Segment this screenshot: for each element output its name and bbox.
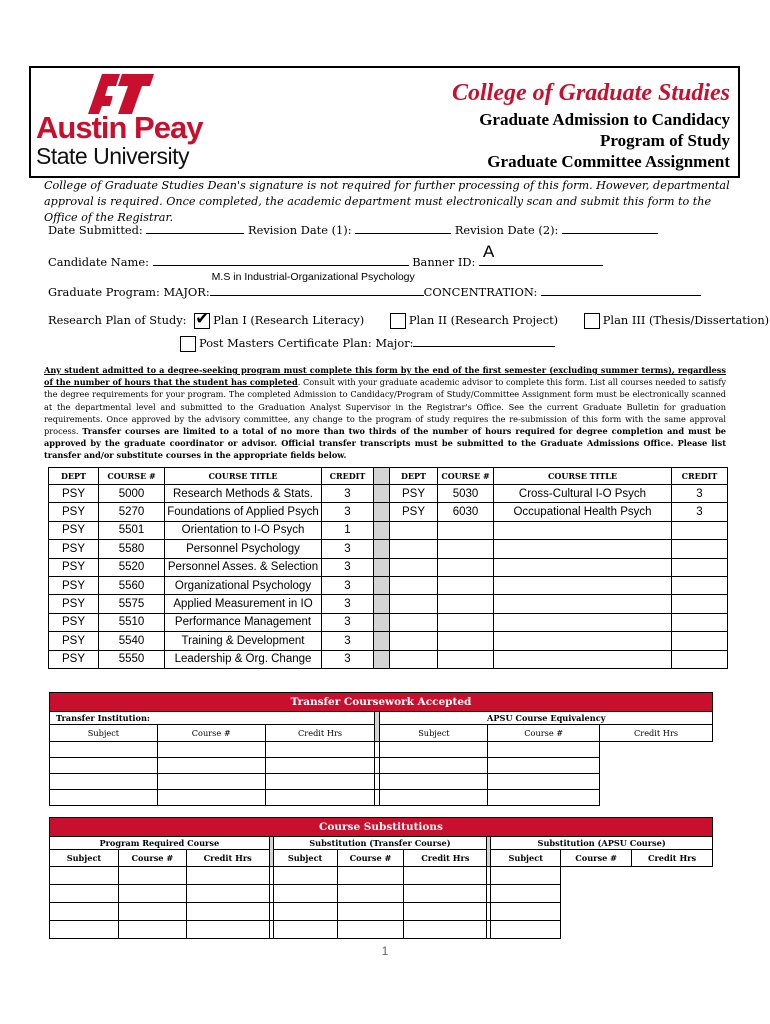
transfer-subject-header: Subject (50, 725, 158, 742)
left-credit-cell[interactable]: 3 (322, 576, 374, 594)
course-row (49, 521, 728, 539)
transfer-subject-cell[interactable] (50, 758, 158, 774)
transfer-subject-cell[interactable] (50, 774, 158, 790)
right-dept-cell[interactable] (390, 650, 438, 668)
subtitle-admission: Graduate Admission to Candidacy (479, 110, 730, 129)
left-course-cell[interactable]: 5520 (99, 558, 165, 576)
transfer-subject-cell[interactable] (50, 790, 158, 806)
date-submitted-label: Date Submitted: (48, 223, 143, 237)
major-input[interactable] (210, 271, 424, 296)
left-title-cell[interactable]: Personnel Psychology (165, 540, 322, 558)
left-credit-cell[interactable]: 3 (322, 613, 374, 631)
right-title-cell[interactable] (494, 595, 672, 613)
instructions-notice (44, 364, 726, 462)
notice-transfer-rules: Transfer courses are limited to a total of no more than two thirds of the number of hours required for degree completion and must be approved by the graduate coordinator or advisor. Official transfer transcripts must be submitted to the Graduate Admissions Office. Please list transfer and/or substitute courses in the appropriate fields below. (44, 426, 727, 461)
page-title: College of Graduate Studies (451, 80, 730, 106)
left-course-cell[interactable]: 5501 (99, 521, 165, 539)
course-row (49, 540, 728, 558)
substitution-table (49, 817, 713, 939)
right-dept-cell[interactable] (390, 521, 438, 539)
notice-body: . Consult with your graduate academic advisor to complete this form. List all courses needed to satisfy the degree requirements for your program. The completed Admission to Candidacy/Program of Study/Committee Assignment form must be electronically scanned at the departmental level and submitted to the Graduation Analyst Supervisor in the Registrar's Office. See the current Graduate Bulletin for graduation requirements. Once approved by the advisory committee, any change to the program of study requires the re-submission of this form with the same approval process. (44, 377, 726, 437)
sub3-credit-cell[interactable] (491, 903, 561, 921)
right-course-cell[interactable] (438, 595, 494, 613)
banner-id-label: Banner ID: (412, 255, 476, 269)
left-dept-cell[interactable]: PSY (49, 485, 99, 503)
transfer-row (50, 774, 713, 790)
post-masters-major-input[interactable] (413, 335, 555, 347)
sub1-course-cell[interactable] (118, 867, 186, 885)
apsu-course-cell[interactable] (380, 742, 488, 758)
left-course-cell[interactable]: 5560 (99, 576, 165, 594)
program-major-label: Graduate Program: MAJOR: (48, 285, 210, 299)
right-course-cell[interactable] (438, 650, 494, 668)
sub3-subject-cell[interactable] (404, 885, 487, 903)
ap-logo-icon (86, 72, 156, 114)
major-value: M.S in Industrial-Organizational Psychology (211, 271, 415, 283)
sub1-course-cell[interactable] (118, 885, 186, 903)
date-row (48, 222, 658, 237)
right-credit-cell[interactable]: 3 (672, 503, 728, 521)
course-row (49, 503, 728, 521)
right-title-cell[interactable] (494, 558, 672, 576)
program-row (48, 271, 701, 299)
candidate-name-input[interactable] (153, 254, 409, 266)
transfer-row (50, 758, 713, 774)
sub3-credit-cell[interactable] (491, 921, 561, 939)
sub2-course-cell[interactable] (273, 867, 337, 885)
right-title-cell[interactable] (494, 540, 672, 558)
logo-state-university: State University (36, 143, 190, 169)
apsu-substitution-group: Substitution (APSU Course) (491, 837, 713, 850)
table-gap (374, 613, 390, 631)
left-dept-cell[interactable]: PSY (49, 503, 99, 521)
banner-id-value: A (482, 242, 495, 261)
right-dept-cell[interactable] (390, 595, 438, 613)
transfer-credit-cell[interactable] (265, 742, 375, 758)
sub1-course-header: Course # (118, 850, 186, 867)
course-row (49, 576, 728, 594)
right-dept-cell[interactable] (390, 632, 438, 650)
sub3-credit-cell[interactable] (491, 885, 561, 903)
transfer-banner: Transfer Coursework Accepted (50, 693, 713, 712)
page-number: 1 (381, 944, 389, 958)
right-dept-cell[interactable] (390, 576, 438, 594)
substitution-row (50, 867, 713, 885)
plan-3-label: Plan III (Thesis/Dissertation) (602, 313, 770, 327)
left-dept-cell[interactable]: PSY (49, 613, 99, 631)
sub2-course-cell[interactable] (273, 921, 337, 939)
left-credit-cell[interactable]: 3 (322, 650, 374, 668)
date-submitted-input[interactable] (146, 222, 244, 234)
sub2-credit-cell[interactable] (337, 921, 404, 939)
transfer-credit-cell[interactable] (265, 774, 375, 790)
apsu-subject-header: Subject (380, 725, 488, 742)
left-credit-header: CREDIT (322, 468, 374, 485)
right-credit-cell[interactable] (672, 613, 728, 631)
left-dept-cell[interactable]: PSY (49, 521, 99, 539)
sub1-subject-header: Subject (50, 850, 119, 867)
left-title-cell[interactable]: Leadership & Org. Change (165, 650, 322, 668)
left-title-cell[interactable]: Foundations of Applied Psych (165, 503, 322, 521)
right-course-cell[interactable]: 5030 (438, 485, 494, 503)
left-course-cell[interactable]: 5510 (99, 613, 165, 631)
notice-bold-requirement: Any student admitted to a degree-seeking program must complete this form by the end of the first semester (excluding summer terms), regardless of the number of hours that the student has completed (44, 365, 726, 388)
right-credit-cell[interactable] (672, 632, 728, 650)
sub3-subject-cell[interactable] (404, 921, 487, 939)
right-dept-cell[interactable] (390, 540, 438, 558)
left-credit-cell[interactable]: 1 (322, 521, 374, 539)
sub2-course-cell[interactable] (273, 903, 337, 921)
left-course-cell[interactable]: 5575 (99, 595, 165, 613)
right-course-cell[interactable] (438, 632, 494, 650)
table-gap (374, 521, 390, 539)
transfer-course-cell[interactable] (157, 774, 265, 790)
transfer-subject-cell[interactable] (50, 742, 158, 758)
plan-2-checkbox[interactable] (390, 313, 406, 329)
table-gap (374, 503, 390, 521)
post-masters-row (180, 335, 555, 352)
substitution-row (50, 903, 713, 921)
left-title-cell[interactable]: Personnel Asses. & Selection (165, 558, 322, 576)
revision-1-label: Revision Date (1): (248, 223, 352, 237)
left-dept-cell[interactable]: PSY (49, 595, 99, 613)
right-course-cell[interactable] (438, 540, 494, 558)
left-course-cell[interactable]: 5550 (99, 650, 165, 668)
right-dept-cell[interactable] (390, 558, 438, 576)
left-dept-cell[interactable]: PSY (49, 650, 99, 668)
course-row (49, 650, 728, 668)
right-credit-cell[interactable]: 3 (672, 485, 728, 503)
research-plan-label: Research Plan of Study: (48, 313, 187, 327)
revision-1-input[interactable] (355, 222, 451, 234)
sub1-credit-cell[interactable] (186, 867, 269, 885)
intro-text: College of Graduate Studies Dean's signature is not required for further processing of this form. However, departmental approval is required. Once completed, the academic department must electronically scan and submit this form to the Office of the Registrar. (44, 179, 730, 224)
left-credit-cell[interactable]: 3 (322, 503, 374, 521)
sub2-credit-cell[interactable] (337, 885, 404, 903)
research-plan-row (48, 313, 769, 329)
left-credit-cell[interactable]: 3 (322, 558, 374, 576)
right-credit-cell[interactable] (672, 540, 728, 558)
concentration-input[interactable] (541, 284, 701, 296)
sub3-subject-cell[interactable] (404, 867, 487, 885)
table-gap (374, 576, 390, 594)
apsu-credit-cell[interactable] (488, 742, 600, 758)
course-row (49, 595, 728, 613)
substitution-row (50, 921, 713, 939)
post-masters-checkbox[interactable] (180, 336, 196, 352)
transfer-course-cell[interactable] (157, 758, 265, 774)
table-gap (374, 632, 390, 650)
transfer-course-cell[interactable] (157, 742, 265, 758)
apsu-credit-cell[interactable] (488, 774, 600, 790)
right-title-cell[interactable]: Occupational Health Psych (494, 503, 672, 521)
right-dept-header: DEPT (390, 468, 438, 485)
substitution-row (50, 885, 713, 903)
right-title-cell[interactable]: Cross-Cultural I-O Psych (494, 485, 672, 503)
left-credit-cell[interactable]: 3 (322, 540, 374, 558)
left-credit-cell[interactable]: 3 (322, 485, 374, 503)
left-dept-cell[interactable]: PSY (49, 576, 99, 594)
right-title-cell[interactable] (494, 650, 672, 668)
course-row (49, 632, 728, 650)
right-credit-cell[interactable] (672, 521, 728, 539)
sub1-credit-cell[interactable] (186, 885, 269, 903)
table-gap (374, 468, 390, 485)
sub2-credit-header: Credit Hrs (404, 850, 487, 867)
apsu-credit-cell[interactable] (488, 758, 600, 774)
course-row (49, 613, 728, 631)
transfer-row (50, 742, 713, 758)
right-title-cell[interactable] (494, 576, 672, 594)
transfer-credit-cell[interactable] (265, 758, 375, 774)
right-course-cell[interactable] (438, 613, 494, 631)
apsu-course-cell[interactable] (380, 758, 488, 774)
left-credit-cell[interactable]: 3 (322, 595, 374, 613)
right-credit-cell[interactable] (672, 595, 728, 613)
sub1-course-cell[interactable] (118, 903, 186, 921)
plan-3-checkbox[interactable] (584, 313, 600, 329)
left-course-cell[interactable]: 5580 (99, 540, 165, 558)
left-dept-cell[interactable]: PSY (49, 558, 99, 576)
left-title-cell[interactable]: Research Methods & Stats. (165, 485, 322, 503)
left-title-cell[interactable]: Orientation to I-O Psych (165, 521, 322, 539)
sub2-course-cell[interactable] (273, 885, 337, 903)
left-title-cell[interactable]: Applied Measurement in IO (165, 595, 322, 613)
plan-1-label: Plan I (Research Literacy) (213, 313, 365, 327)
right-title-cell[interactable] (494, 613, 672, 631)
sub3-subject-header: Subject (491, 850, 561, 867)
subtitle-committee: Graduate Committee Assignment (487, 152, 730, 171)
course-table (48, 467, 728, 669)
course-row (49, 485, 728, 503)
sub3-credit-cell[interactable] (491, 867, 561, 885)
revision-2-input[interactable] (562, 222, 658, 234)
logo-austin-peay: Austin Peay (36, 110, 203, 145)
sub3-course-header: Course # (561, 850, 632, 867)
left-course-cell[interactable]: 5540 (99, 632, 165, 650)
sub1-subject-cell[interactable] (50, 885, 119, 903)
plan-2-label: Plan II (Research Project) (408, 313, 559, 327)
revision-2-label: Revision Date (2): (454, 223, 559, 237)
apsu-equivalency-label: APSU Course Equivalency (380, 712, 713, 725)
apsu-course-cell[interactable] (380, 774, 488, 790)
right-credit-header: CREDIT (672, 468, 728, 485)
right-title-cell[interactable] (494, 632, 672, 650)
transfer-course-header: Course # (157, 725, 265, 742)
right-dept-cell[interactable] (390, 613, 438, 631)
table-gap (374, 650, 390, 668)
left-title-header: COURSE TITLE (165, 468, 322, 485)
left-credit-cell[interactable]: 3 (322, 632, 374, 650)
right-course-cell[interactable]: 6030 (438, 503, 494, 521)
table-gap (374, 540, 390, 558)
program-required-group: Program Required Course (50, 837, 270, 850)
transfer-institution-label: Transfer Institution: (50, 712, 375, 725)
sub1-course-cell[interactable] (118, 921, 186, 939)
apsu-credit-header: Credit Hrs (600, 725, 713, 742)
right-title-header: COURSE TITLE (494, 468, 672, 485)
transfer-credit-cell[interactable] (265, 790, 375, 806)
sub2-course-header: Course # (337, 850, 404, 867)
concentration-label: CONCENTRATION: (423, 285, 538, 299)
right-course-cell[interactable] (438, 576, 494, 594)
transfer-course-cell[interactable] (157, 790, 265, 806)
table-gap (374, 558, 390, 576)
substitution-banner: Course Substitutions (50, 818, 713, 837)
sub2-credit-cell[interactable] (337, 867, 404, 885)
apsu-course-header: Course # (488, 725, 600, 742)
apsu-credit-cell[interactable] (488, 790, 600, 806)
sub1-subject-cell[interactable] (50, 867, 119, 885)
right-credit-cell[interactable] (672, 558, 728, 576)
sub1-subject-cell[interactable] (50, 903, 119, 921)
plan-1-checkbox[interactable] (194, 313, 210, 329)
course-row (49, 558, 728, 576)
right-course-cell[interactable] (438, 521, 494, 539)
left-title-cell[interactable]: Performance Management (165, 613, 322, 631)
transfer-table (49, 692, 713, 806)
sub3-subject-cell[interactable] (404, 903, 487, 921)
sub1-subject-cell[interactable] (50, 921, 119, 939)
right-title-cell[interactable] (494, 521, 672, 539)
sub2-credit-cell[interactable] (337, 903, 404, 921)
candidate-row (48, 242, 603, 269)
course-table-header (49, 468, 728, 485)
left-course-header: COURSE # (99, 468, 165, 485)
table-gap (374, 595, 390, 613)
subtitle-program: Program of Study (599, 131, 730, 150)
left-course-cell[interactable]: 5270 (99, 503, 165, 521)
sub1-credit-header: Credit Hrs (186, 850, 269, 867)
left-title-cell[interactable]: Organizational Psychology (165, 576, 322, 594)
candidate-name-label: Candidate Name: (48, 255, 149, 269)
table-gap (374, 485, 390, 503)
right-credit-cell[interactable] (672, 650, 728, 668)
post-masters-label: Post Masters Certificate Plan: Major: (199, 336, 414, 350)
right-credit-cell[interactable] (672, 576, 728, 594)
right-course-header: COURSE # (438, 468, 494, 485)
transfer-credit-header: Credit Hrs (265, 725, 375, 742)
transfer-row (50, 790, 713, 806)
left-dept-header: DEPT (49, 468, 99, 485)
sub3-credit-header: Credit Hrs (632, 850, 713, 867)
sub1-credit-cell[interactable] (186, 921, 269, 939)
left-dept-cell[interactable]: PSY (49, 540, 99, 558)
banner-id-input[interactable] (479, 242, 603, 266)
left-title-cell[interactable]: Training & Development (165, 632, 322, 650)
sub2-subject-header: Subject (273, 850, 337, 867)
right-dept-cell[interactable]: PSY (390, 503, 438, 521)
right-dept-cell[interactable]: PSY (390, 485, 438, 503)
left-dept-cell[interactable]: PSY (49, 632, 99, 650)
apsu-course-cell[interactable] (380, 790, 488, 806)
left-course-cell[interactable]: 5000 (99, 485, 165, 503)
sub1-credit-cell[interactable] (186, 903, 269, 921)
right-course-cell[interactable] (438, 558, 494, 576)
transfer-substitution-group: Substitution (Transfer Course) (273, 837, 487, 850)
